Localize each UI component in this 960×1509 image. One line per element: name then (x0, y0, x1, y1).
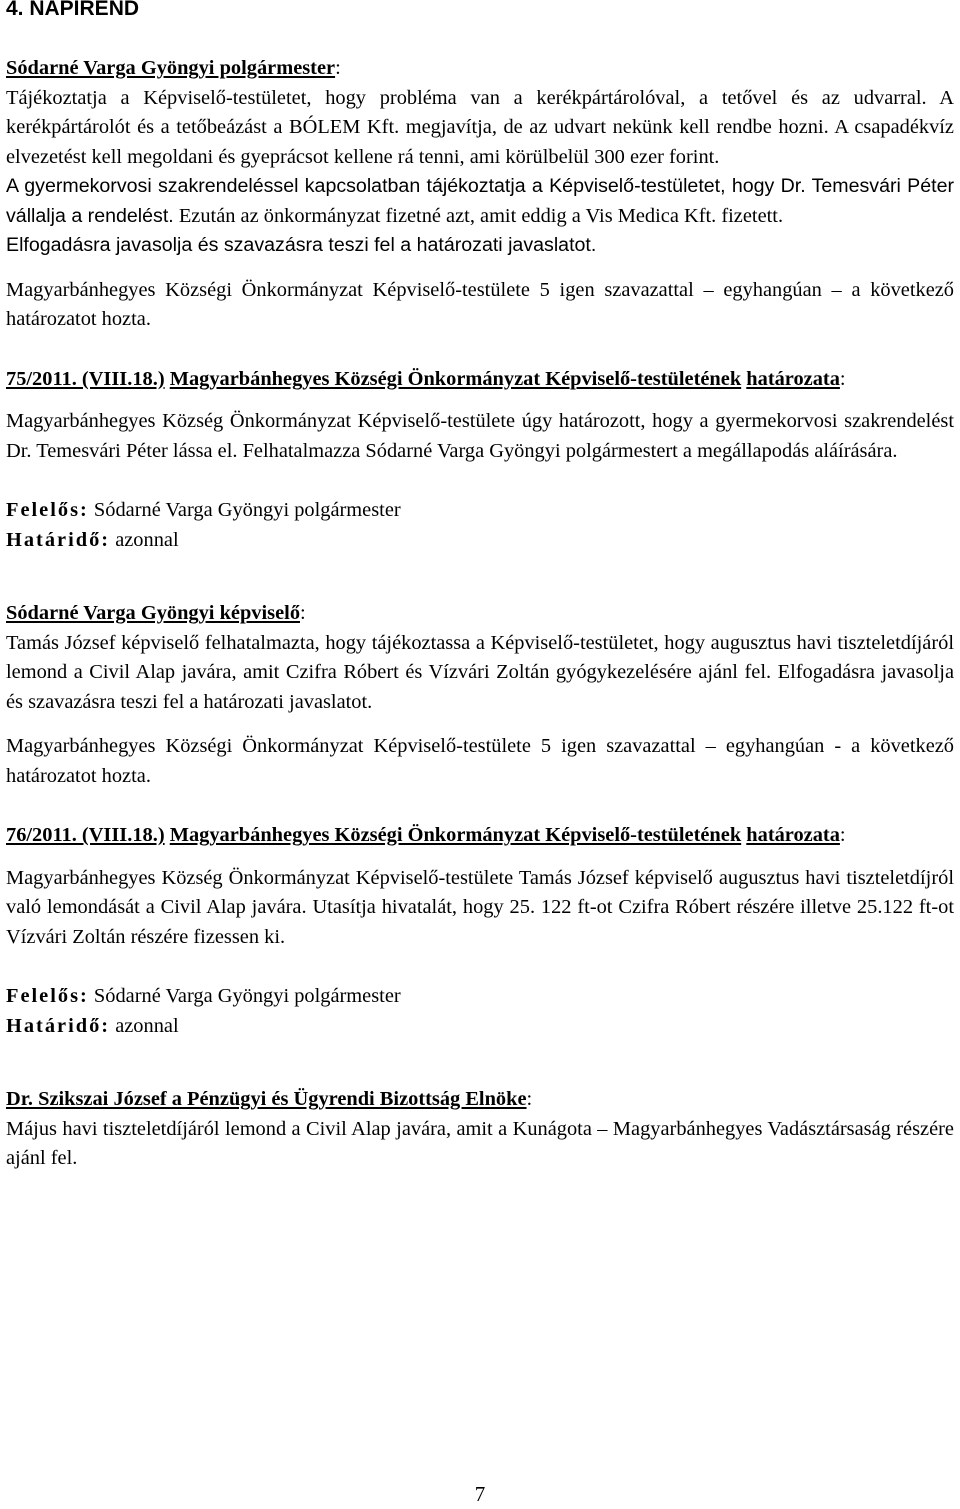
paragraph: Május havi tiszteletdíjáról lemond a Civil Alap javára, amit a Kunágota – Magyarbánhegyes Vadásztársaság részére ajánl fel. (6, 1117, 954, 1169)
responsible-line (6, 982, 954, 1012)
resolution-title: Magyarbánhegyes Községi Önkormányzat Képviselő-testületének (169, 824, 742, 846)
document-page (6, 0, 954, 1174)
speaker-name: Dr. Szikszai József a Pénzügyi és Ügyrendi Bizottság Elnöke (6, 1088, 527, 1110)
deadline-value: azonnal (115, 528, 179, 551)
vote-statement: Magyarbánhegyes Községi Önkormányzat Képviselő-testülete 5 igen szavazattal – egyhangúan - a következő határozatot hozta. (6, 735, 954, 787)
agenda-heading: 4. NAPIREND (6, 0, 140, 20)
proposal-sentence: Elfogadásra javasolja és szavazásra teszi fel a határozati javaslatot. (6, 234, 597, 256)
paragraph: Tamás József képviselő felhatalmazta, hogy tájékoztassa a Képviselő-testületet, hogy augusztus havi tiszteletdíjáról lemond a Civil Alap javára, amit Czifra Róbert és Vízvári Zoltán gyógykezelésére ajánl fel. Elfogadásra javasolja és szavazásra teszi fel a határozati javaslatot. (6, 631, 954, 713)
responsible-value: Sódarné Varga Gyöngyi polgármester (93, 499, 401, 521)
deadline-label: Határidő: (6, 1014, 111, 1037)
paragraph-sans: A gyermekorvosi szakrendeléssel kapcsolatban tájékoztatja a Képviselő-testületet, hogy Dr. Temesvári Péter vállalja a rendelést. (6, 175, 954, 227)
speaker-name: Sódarné Varga Gyöngyi képviselő (6, 602, 301, 624)
resolution-number: 76/2011. (VIII.18.) (6, 824, 165, 846)
deadline-line (6, 526, 954, 556)
speaker-line: Sódarné Varga Gyöngyi polgármester: (6, 57, 341, 79)
resolution-number: 75/2011. (VIII.18.) (6, 367, 165, 390)
page-number: 7 (474, 1482, 486, 1506)
responsible-value: Sódarné Varga Gyöngyi polgármester (93, 985, 401, 1007)
responsible-line (6, 496, 954, 526)
paragraph (6, 172, 954, 231)
resolution-title-2: határozata (746, 367, 840, 390)
resolution-heading: 75/2011. (VIII.18.) Magyarbánhegyes Községi Önkormányzat Képviselő-testületének határozata: (6, 367, 846, 390)
responsible-label: Felelős: (6, 985, 89, 1007)
vote-statement: Magyarbánhegyes Községi Önkormányzat Képviselő-testülete 5 igen szavazattal – egyhangúan – a következő határozatot hozta. (6, 278, 954, 330)
resolution-title: Magyarbánhegyes Községi Önkormányzat Képviselő-testületének (169, 367, 742, 390)
responsible-label: Felelős: (6, 499, 89, 521)
deadline-label: Határidő: (6, 528, 111, 551)
resolution-body: Magyarbánhegyes Község Önkormányzat Képviselő-testülete Tamás József képviselő augusztus havi tiszteletdíjról való lemondását a Civil Alap javára. Utasítja hivatalát, hogy 25. 122 ft-ot Czifra Róbert részére illetve 25.122 ft-ot Vízvári Zoltán részére fizessen ki. (6, 866, 954, 948)
speaker-line: Dr. Szikszai József a Pénzügyi és Ügyrendi Bizottság Elnöke: (6, 1088, 533, 1110)
resolution-body: Magyarbánhegyes Község Önkormányzat Képviselő-testülete úgy határozott, hogy a gyermekorvosi szakrendelést Dr. Temesvári Péter lássa el. Felhatalmazza Sódarné Varga Gyöngyi polgármestert a megállapodás aláírására. (6, 410, 954, 462)
speaker-name: Sódarné Varga Gyöngyi polgármester (6, 57, 336, 79)
paragraph-serif: Ezután az önkormányzat fizetné azt, amit eddig a Vis Medica Kft. fizetett. (178, 204, 784, 227)
paragraph: Tájékoztatja a Képviselő-testületet, hogy probléma van a kerékpártárolóval, a tetővel és az udvarral. A kerékpártárolót és a tetőbeázást a BÓLEM Kft. megjavítja, de az udvart nekünk kell rendbe hozni. A csapadékvíz elvezetést kell megoldani és gyeprácsot kellene rá tenni, ami körülbelül 300 ezer forint. (6, 86, 954, 168)
resolution-title-2: határozata (746, 824, 840, 846)
deadline-value: azonnal (115, 1014, 179, 1037)
speaker-line: Sódarné Varga Gyöngyi képviselő: (6, 602, 306, 624)
resolution-heading: 76/2011. (VIII.18.) Magyarbánhegyes Községi Önkormányzat Képviselő-testületének határozata: (6, 824, 846, 846)
deadline-line (6, 1012, 954, 1042)
